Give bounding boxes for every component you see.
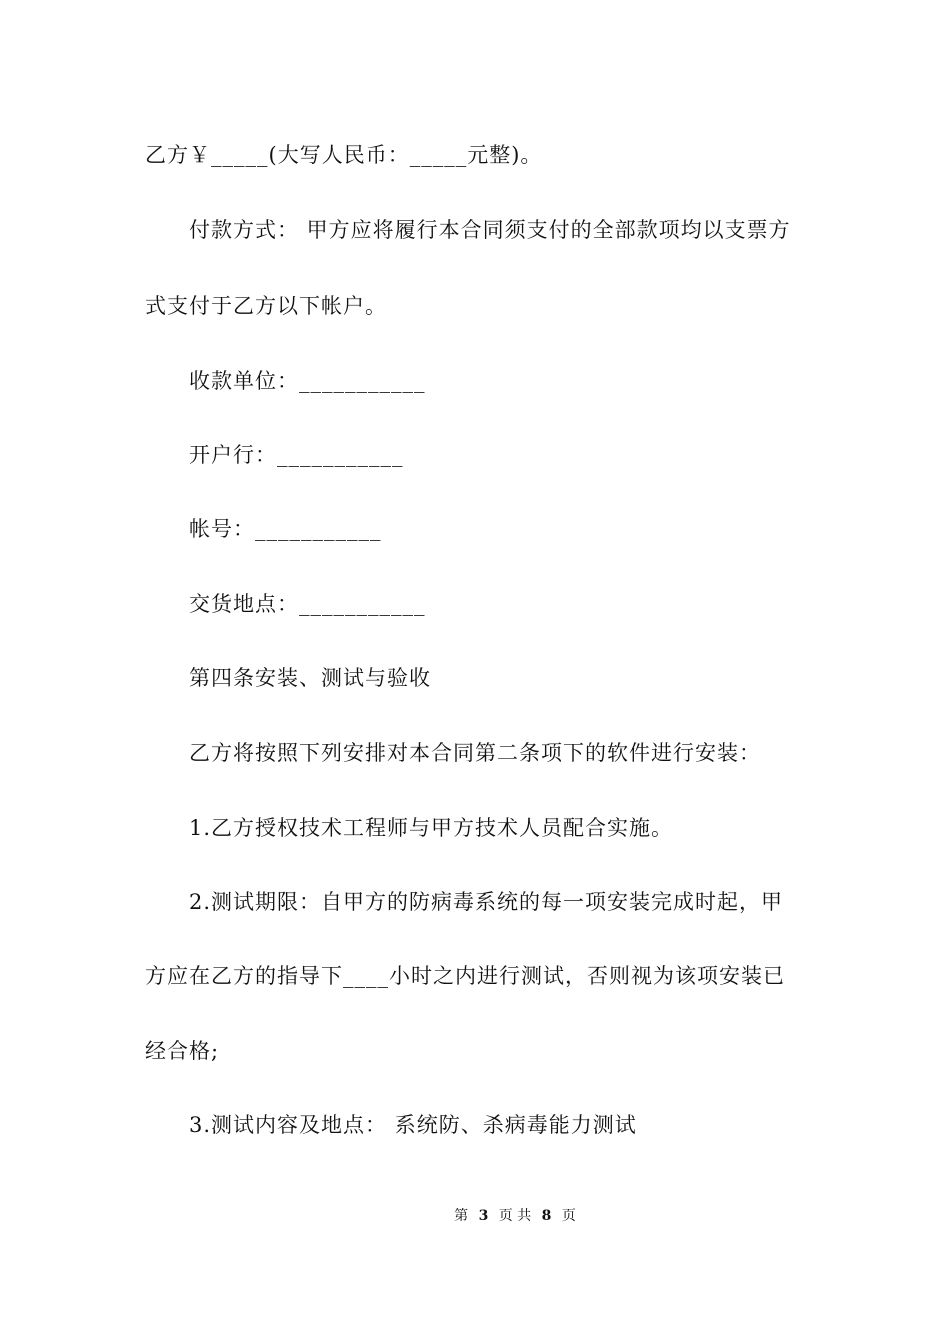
field-bank: 开户行：___________ (189, 443, 404, 467)
current-page-number: 3 (478, 1208, 489, 1224)
list-item-3: 3.测试内容及地点： 系统防、杀病毒能力测试 (189, 1113, 637, 1137)
list-item-2: 2.测试期限：自甲方的防病毒系统的每一项安装完成时起，甲 (189, 890, 784, 914)
paragraph-payment-method: 付款方式： 甲方应将履行本合同须支付的全部款项均以支票方 (189, 218, 791, 242)
field-payee-unit: 收款单位：___________ (189, 369, 426, 393)
list-item-2-cont: 方应在乙方的指导下____小时之内进行测试，否则视为该项安装已 (145, 964, 785, 988)
page-number-indicator (454, 1207, 576, 1225)
field-delivery-location: 交货地点：___________ (189, 592, 426, 616)
footer-prefix: 第 (454, 1208, 469, 1224)
section-heading-article-4: 第四条安装、测试与验收 (189, 666, 431, 690)
list-item-1: 1.乙方授权技术工程师与甲方技术人员配合实施。 (189, 816, 674, 840)
field-account-number: 帐号：___________ (189, 517, 382, 541)
footer-middle: 页 共 (498, 1208, 532, 1224)
paragraph-payment-method-cont: 式支付于乙方以下帐户。 (145, 294, 387, 318)
list-item-2-cont-2: 经合格; (145, 1039, 220, 1063)
paragraph-payment-amount: 乙方￥_____(大写人民币：_____元整)。 (145, 143, 543, 167)
footer-suffix: 页 (561, 1208, 576, 1224)
page-footer (0, 1207, 950, 1225)
paragraph-install-arrangement: 乙方将按照下列安排对本合同第二条项下的软件进行安装： (189, 741, 761, 765)
total-pages-number: 8 (541, 1208, 552, 1224)
